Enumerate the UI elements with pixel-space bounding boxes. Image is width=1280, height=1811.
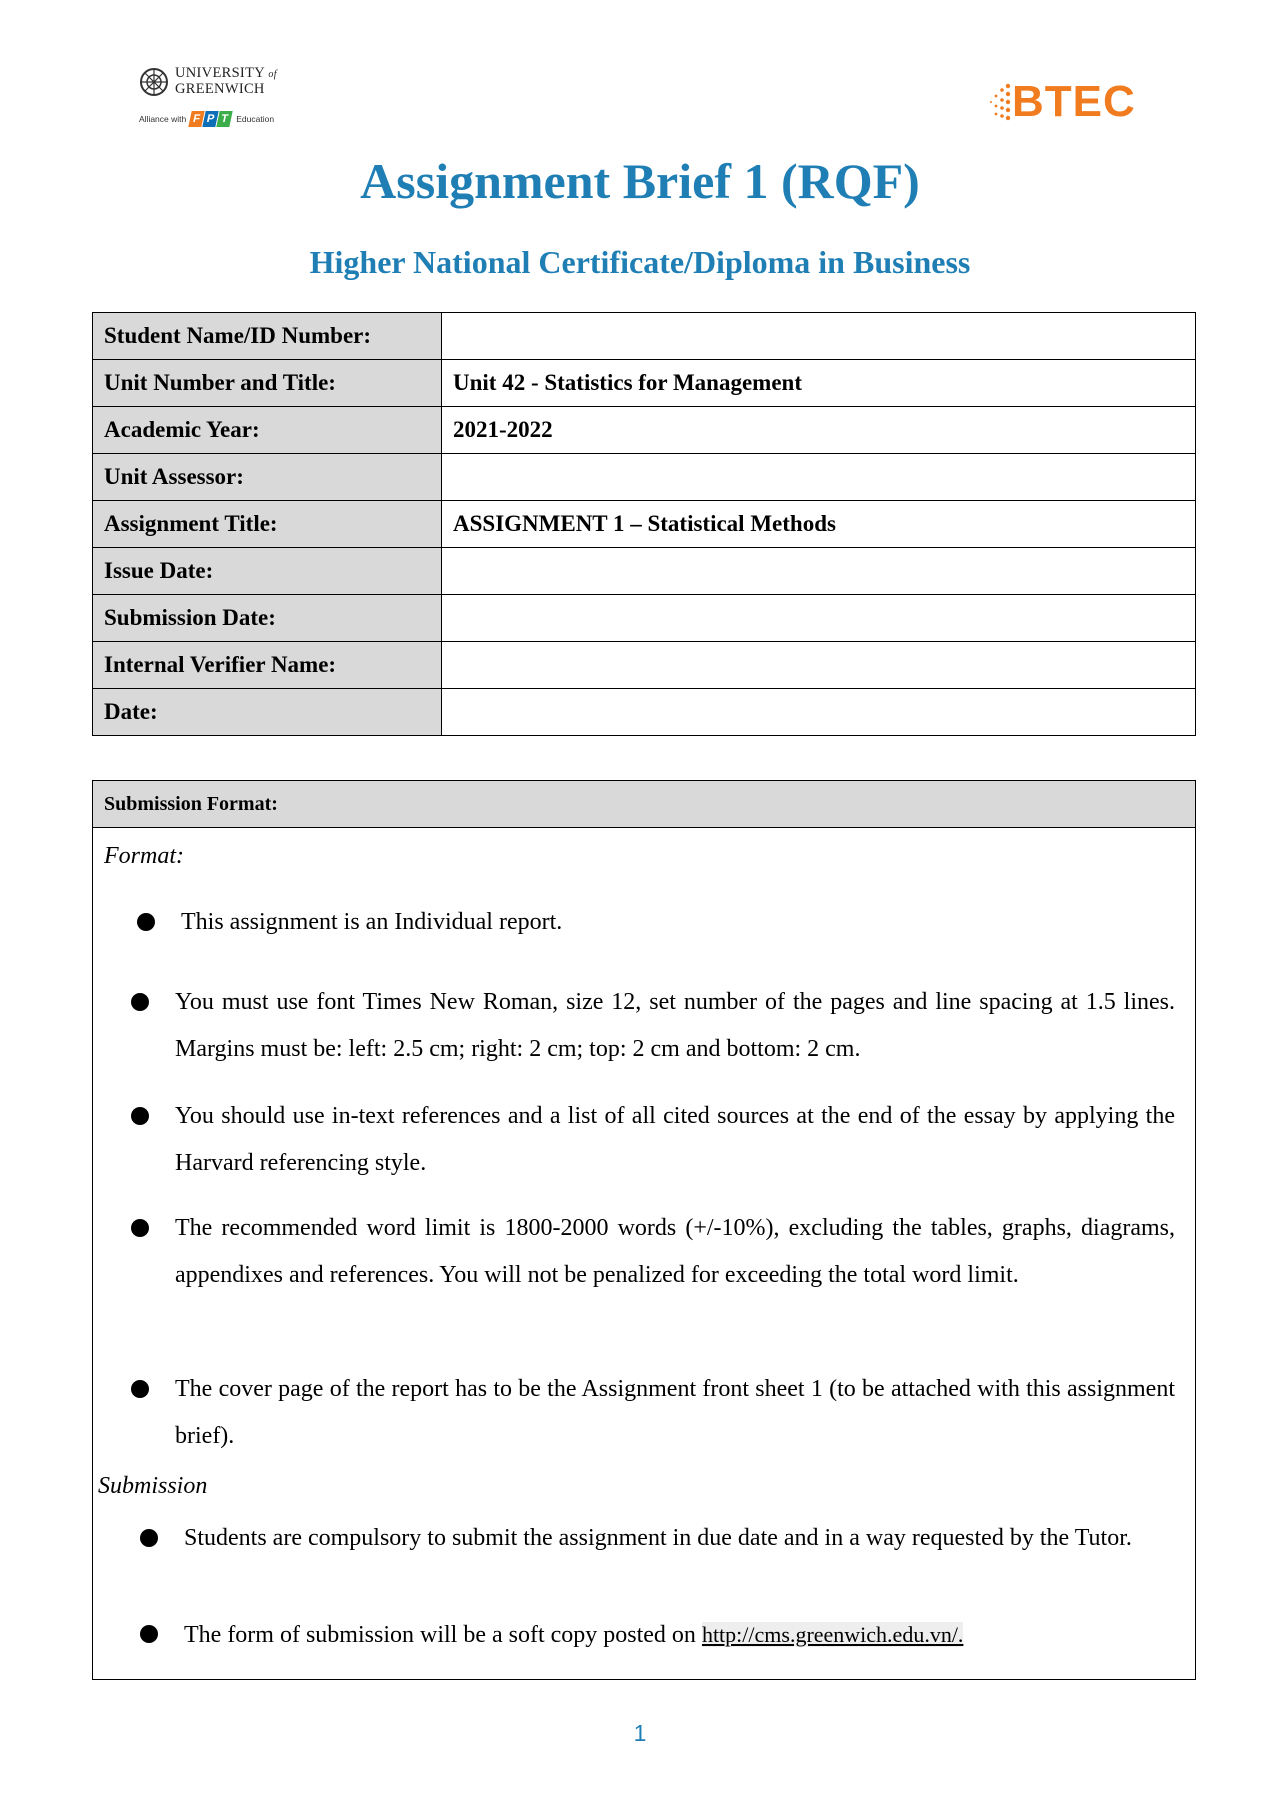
info-row xyxy=(93,407,1196,454)
format-bullet: You should use in-text references and a list of all cited sources at the end of the essay by applying the Harvard referencing style. xyxy=(175,1093,1175,1187)
info-value xyxy=(442,689,1196,736)
bullet-dot xyxy=(131,993,149,1011)
btec-wordmark: BTEC xyxy=(1012,77,1136,126)
bullet-dot xyxy=(137,913,155,931)
fpt-logo xyxy=(189,111,234,127)
bullet-dot xyxy=(131,1380,149,1398)
format-bullet: The recommended word limit is 1800-2000 words (+/-10%), excluding the tables, graphs, diagrams, appendixes and references. You will not be penalized for exceeding the total word limit. xyxy=(175,1205,1175,1299)
info-value xyxy=(442,595,1196,642)
fpt-letter-t: T xyxy=(217,111,233,127)
info-value xyxy=(442,548,1196,595)
submission-format-header: Submission Format: xyxy=(93,781,1195,828)
info-row xyxy=(93,454,1196,501)
info-label: Date: xyxy=(93,689,442,736)
bullet-dot xyxy=(140,1625,158,1643)
info-label: Academic Year: xyxy=(93,407,442,454)
info-label: Internal Verifier Name: xyxy=(93,642,442,689)
info-label: Unit Number and Title: xyxy=(93,360,442,407)
btec-logo xyxy=(988,77,1136,126)
info-label: Student Name/ID Number: xyxy=(93,313,442,360)
format-bullet: The cover page of the report has to be the Assignment front sheet 1 (to be attached with this assignment brief). xyxy=(175,1366,1175,1460)
bullet-dot xyxy=(140,1529,158,1547)
format-bullet: You must use font Times New Roman, size 12, set number of the pages and line spacing at 1.5 lines. Margins must be: left: 2.5 cm; right: 2 cm; top: 2 cm and bottom: 2 cm. xyxy=(175,979,1175,1073)
submission-bullet: The form of submission will be a soft copy posted on http://cms.greenwich.edu.vn/. xyxy=(184,1611,1164,1659)
bullet-dot xyxy=(131,1107,149,1125)
info-label: Unit Assessor: xyxy=(93,454,442,501)
alliance-line xyxy=(139,111,299,127)
submission-label: Submission xyxy=(98,1473,208,1499)
submission-format-box xyxy=(92,780,1196,1680)
info-value xyxy=(442,454,1196,501)
info-value xyxy=(442,313,1196,360)
info-row xyxy=(93,313,1196,360)
info-value: ASSIGNMENT 1 – Statistical Methods xyxy=(442,501,1196,548)
btec-dots-icon xyxy=(988,80,1012,124)
bullet-dot xyxy=(131,1219,149,1237)
page-subtitle: Higher National Certificate/Diploma in Business xyxy=(309,244,971,280)
info-label: Submission Date: xyxy=(93,595,442,642)
page-title: Assignment Brief 1 (RQF) xyxy=(360,153,920,209)
info-row xyxy=(93,548,1196,595)
info-value: Unit 42 - Statistics for Management xyxy=(442,360,1196,407)
university-of-greenwich-logo xyxy=(139,66,299,148)
alliance-suffix: Education xyxy=(236,114,275,124)
info-row xyxy=(93,689,1196,736)
info-value: 2021-2022 xyxy=(442,407,1196,454)
fpt-letter-f: F xyxy=(189,111,205,127)
cms-link[interactable]: http://cms.greenwich.edu.vn/. xyxy=(701,1622,964,1647)
alliance-prefix: Alliance with xyxy=(139,114,187,124)
info-label: Issue Date: xyxy=(93,548,442,595)
university-name: UNIVERSITY of GREENWICH xyxy=(175,65,277,97)
info-value xyxy=(442,642,1196,689)
format-label: Format: xyxy=(104,843,184,869)
info-row xyxy=(93,360,1196,407)
greenwich-crest-icon xyxy=(139,67,169,97)
submission-bullet: Students are compulsory to submit the assignment in due date and in a way requested by the Tutor. xyxy=(184,1515,1144,1562)
info-row xyxy=(93,642,1196,689)
info-row xyxy=(93,595,1196,642)
page-number: 1 xyxy=(633,1720,647,1746)
fpt-letter-p: P xyxy=(203,111,219,127)
info-label: Assignment Title: xyxy=(93,501,442,548)
info-row xyxy=(93,501,1196,548)
assignment-info-table xyxy=(92,312,1196,736)
format-bullet: This assignment is an Individual report. xyxy=(181,899,1181,946)
